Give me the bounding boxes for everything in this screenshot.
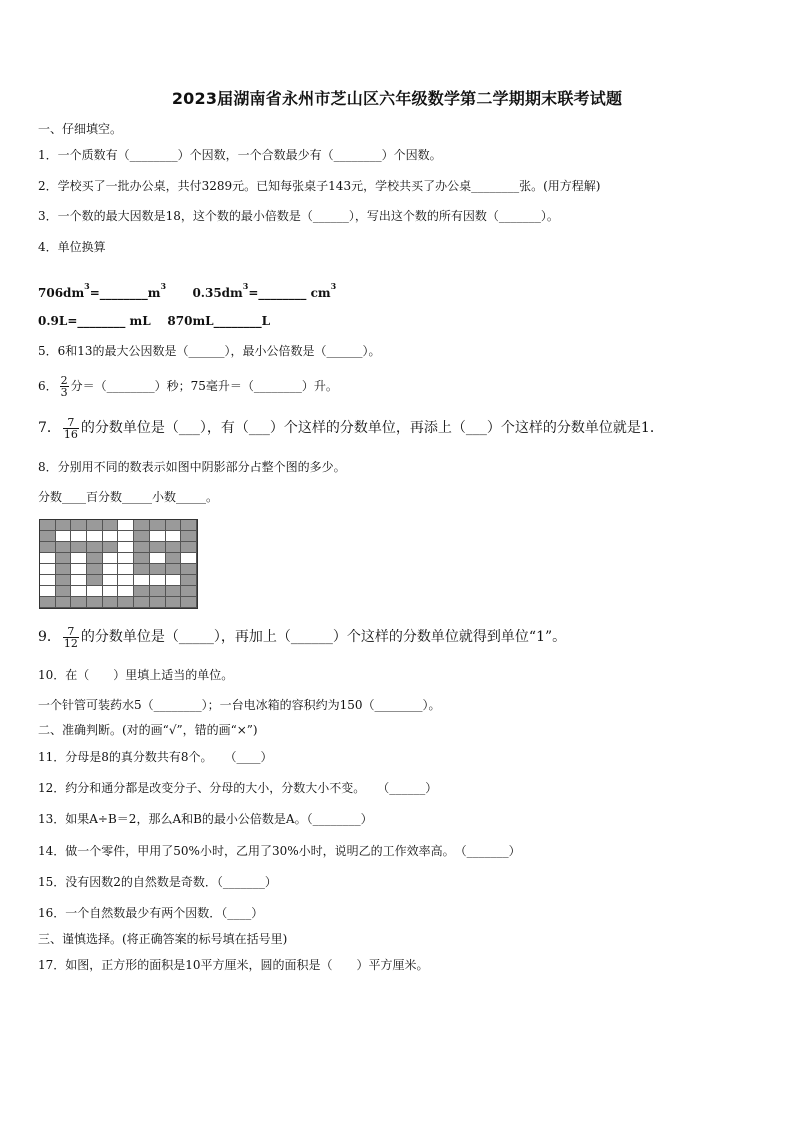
grid-cell-shaded: [166, 520, 182, 531]
grid-cell-shaded: [181, 575, 197, 586]
grid-cell-shaded: [181, 564, 197, 575]
grid-cell: [71, 564, 87, 575]
grid-cell: [150, 531, 166, 542]
grid-cell: [87, 586, 103, 597]
conversion-blank-cm3: =________ cm: [248, 286, 331, 300]
question-10-sub: 一个针管可装药水5（________）；一台电冰箱的容积约为150（________）。: [38, 698, 441, 712]
question-14: 14．做一个零件，甲用了50%小时，乙用了30%小时，说明乙的工作效率高。 （_______）: [38, 844, 521, 858]
question-15: 15．没有因数2的自然数是奇数．（_______）: [38, 875, 277, 889]
grid-cell-shaded: [150, 597, 166, 608]
grid-cell-shaded: [134, 553, 150, 564]
grid-cell-shaded: [56, 586, 72, 597]
question-16: 16．一个自然数最少有两个因数．（____）: [38, 906, 264, 920]
grid-cell-shaded: [56, 542, 72, 553]
grid-cell-shaded: [181, 531, 197, 542]
grid-cell-shaded: [166, 597, 182, 608]
superscript: 3: [242, 281, 249, 291]
grid-cell-shaded: [134, 564, 150, 575]
question-8-answer: 分数____百分数_____小数_____。: [38, 490, 219, 504]
question-4: 4．单位换算: [38, 240, 106, 254]
unit-conversion-row-1: [38, 278, 336, 301]
grid-cell-shaded: [40, 597, 56, 608]
question-12: 12．约分和通分都是改变分子、分母的大小，分数大小不变。 （______）: [38, 781, 438, 795]
grid-cell-shaded: [134, 520, 150, 531]
grid-cell: [103, 575, 119, 586]
fraction-2-3: $\frac{2}{3}$: [60, 374, 68, 399]
grid-cell: [118, 564, 134, 575]
unit-conversion-row-2: 0.9L=________ mL 870mL________L: [38, 314, 271, 328]
grid-cell: [103, 586, 119, 597]
conversion-706dm3: 706dm: [38, 286, 85, 300]
grid-cell-shaded: [71, 597, 87, 608]
grid-cell-shaded: [71, 520, 87, 531]
superscript: 3: [160, 281, 167, 291]
grid-cell-shaded: [166, 564, 182, 575]
grid-cell: [166, 531, 182, 542]
grid-cell-shaded: [56, 575, 72, 586]
grid-cell: [56, 531, 72, 542]
grid-cell-shaded: [87, 597, 103, 608]
grid-cell-shaded: [150, 542, 166, 553]
question-10: 10．在（ ）里填上适当的单位。: [38, 668, 234, 682]
grid-cell-shaded: [134, 531, 150, 542]
grid-cell-shaded: [87, 564, 103, 575]
conversion-blank-m3: =________m: [89, 286, 161, 300]
grid-cell: [134, 575, 150, 586]
grid-cell-shaded: [134, 586, 150, 597]
question-6: 6． $\frac{2}{3}$ 分＝（________）秒；75毫升＝（________）升。: [38, 374, 338, 399]
superscript: 3: [330, 281, 337, 291]
question-3: 3．一个数的最大因数是18，这个数的最小倍数是（______），写出这个数的所有因数（_______）。: [38, 209, 559, 223]
grid-cell-shaded: [118, 597, 134, 608]
grid-cell-shaded: [40, 542, 56, 553]
grid-cell-shaded: [181, 586, 197, 597]
fraction-7-16: $\frac{7}{16}$: [63, 415, 78, 441]
grid-cell: [118, 520, 134, 531]
fraction-7-12: $\frac{7}{12}$: [63, 624, 78, 650]
grid-cell-shaded: [134, 542, 150, 553]
grid-cell-shaded: [40, 531, 56, 542]
question-11: 11．分母是8的真分数共有8个。 （____）: [38, 750, 273, 764]
superscript: 3: [84, 281, 90, 291]
question-2: 2．学校买了一批办公桌，共付3289元。已知每张桌子143元，学校共买了办公桌________张。(用方程解): [38, 179, 601, 193]
grid-cell-shaded: [134, 597, 150, 608]
conversion-0-35dm3: 0.35dm: [192, 286, 243, 300]
grid-cell-shaded: [166, 586, 182, 597]
grid-cell-shaded: [150, 520, 166, 531]
grid-cell: [118, 531, 134, 542]
grid-cell-shaded: [56, 520, 72, 531]
grid-cell-shaded: [40, 520, 56, 531]
grid-cell-shaded: [150, 564, 166, 575]
grid-cell: [118, 542, 134, 553]
question-1: 1．一个质数有（________）个因数，一个合数最少有（________）个因数。: [38, 148, 442, 162]
grid-cell: [71, 531, 87, 542]
section-1-heading: 一、仔细填空。: [38, 122, 123, 136]
section-2-heading: 二、准确判断。(对的画“√”，错的画“×”): [38, 723, 258, 737]
grid-cell: [181, 553, 197, 564]
grid-cell-shaded: [56, 564, 72, 575]
grid-cell: [40, 553, 56, 564]
grid-cell-shaded: [166, 553, 182, 564]
grid-cell: [40, 564, 56, 575]
question-17: 17．如图，正方形的面积是10平方厘米，圆的面积是（ ）平方厘米。: [38, 958, 429, 972]
grid-cell: [103, 531, 119, 542]
grid-cell-shaded: [103, 542, 119, 553]
grid-cell: [71, 553, 87, 564]
grid-cell-shaded: [87, 542, 103, 553]
grid-cell-shaded: [87, 575, 103, 586]
grid-cell-shaded: [181, 542, 197, 553]
question-5: 5．6和13的最大公因数是（______），最小公倍数是（______）。: [38, 344, 381, 358]
grid-cell-shaded: [181, 520, 197, 531]
grid-cell: [71, 575, 87, 586]
question-8: 8．分别用不同的数表示如图中阴影部分占整个图的多少。: [38, 460, 346, 474]
grid-cell: [150, 575, 166, 586]
question-7: 7． $\frac{7}{16}$ 的分数单位是（___），有（___）个这样的分数单位，再添上（___）个这样的分数单位就是1．: [38, 415, 664, 441]
grid-cell-shaded: [87, 520, 103, 531]
grid-cell: [87, 531, 103, 542]
grid-cell-shaded: [71, 542, 87, 553]
grid-cell-shaded: [181, 597, 197, 608]
grid-cell-shaded: [56, 553, 72, 564]
grid-cell-shaded: [56, 597, 72, 608]
section-3-heading: 三、谨慎选择。(将正确答案的标号填在括号里): [38, 932, 288, 946]
grid-cell-shaded: [103, 520, 119, 531]
grid-cell-shaded: [87, 553, 103, 564]
question-9: 9． $\frac{7}{12}$ 的分数单位是（_____），再加上（______）个这样的分数单位就得到单位“1”。: [38, 624, 567, 650]
grid-cell: [103, 553, 119, 564]
shaded-grid-figure: [39, 519, 198, 609]
question-13: 13．如果A÷B＝2，那么A和B的最小公倍数是A。（________）: [38, 812, 373, 826]
grid-cell: [40, 575, 56, 586]
grid-cell: [118, 586, 134, 597]
grid-cell: [118, 575, 134, 586]
grid-cell-shaded: [150, 586, 166, 597]
grid-cell: [71, 586, 87, 597]
grid-cell-shaded: [166, 542, 182, 553]
grid-cell-shaded: [103, 597, 119, 608]
page-title: 2023届湖南省永州市芝山区六年级数学第二学期期末联考试题: [171, 89, 623, 108]
grid-cell: [118, 553, 134, 564]
grid-cell: [40, 586, 56, 597]
grid-cell: [150, 553, 166, 564]
grid-cell: [166, 575, 182, 586]
grid-cell: [103, 564, 119, 575]
